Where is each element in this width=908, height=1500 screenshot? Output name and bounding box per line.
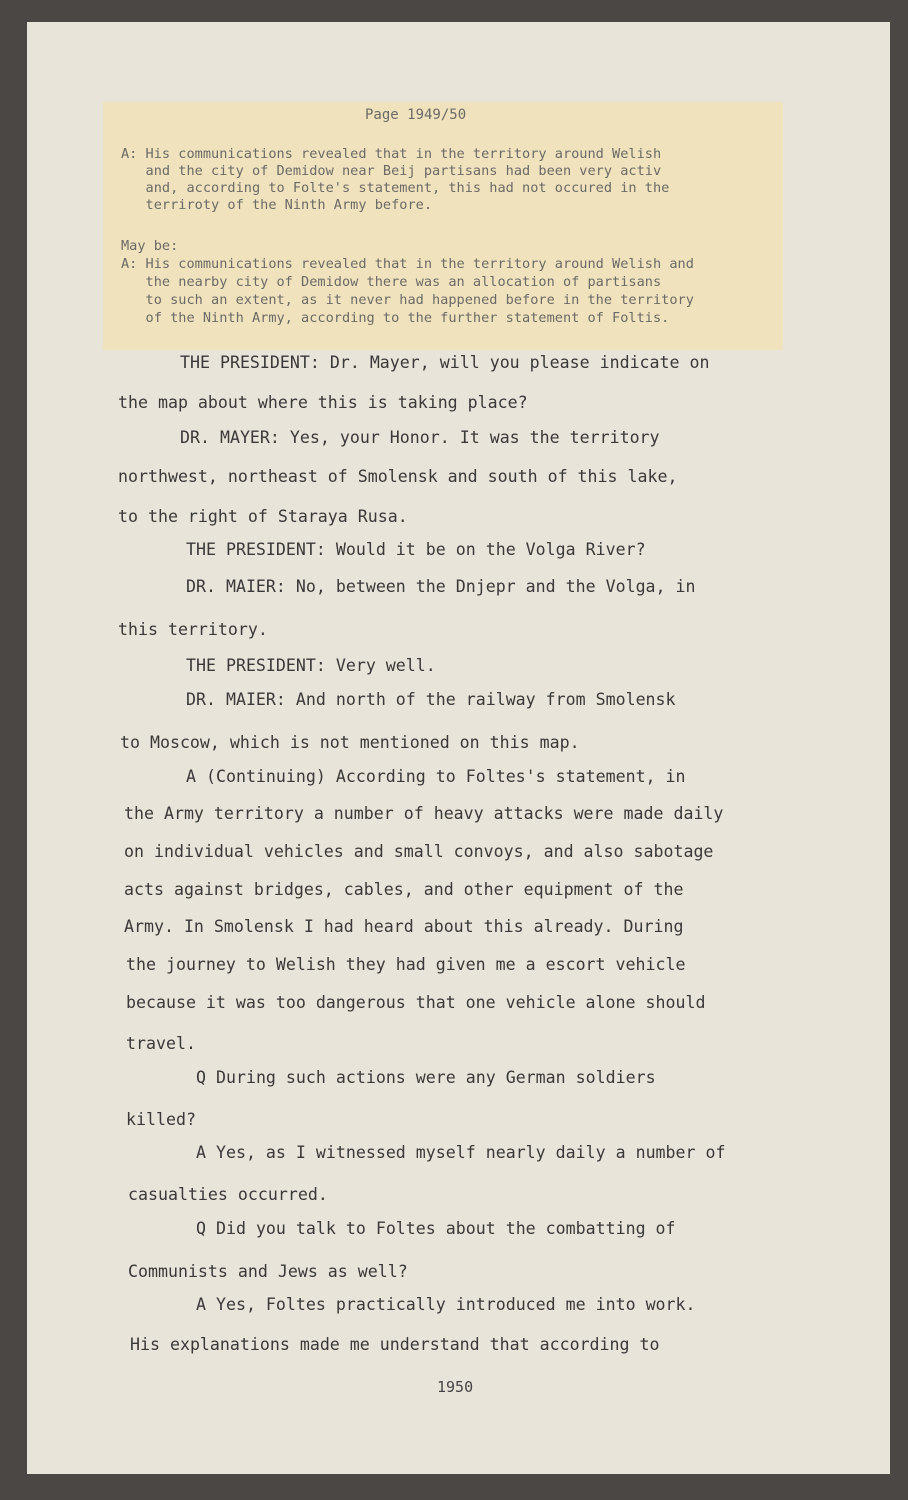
note-line: terriroty of the Ninth Army before.	[121, 197, 432, 213]
transcript-line: to the right of Staraya Rusa.	[118, 507, 408, 526]
transcript-line: DR. MAYER: Yes, your Honor. It was the territory	[180, 428, 660, 447]
transcript-line: the Army territory a number of heavy attacks were made daily	[124, 804, 724, 823]
note-line: of the Ninth Army, according to the further statement of Foltis.	[121, 310, 670, 326]
note-line: the nearby city of Demidow there was an allocation of partisans	[121, 274, 662, 290]
transcript-line: northwest, northeast of Smolensk and south of this lake,	[118, 467, 678, 486]
transcript-line: DR. MAIER: No, between the Dnjepr and the Volga, in	[186, 577, 696, 596]
transcript-line: the map about where this is taking place?	[118, 393, 528, 412]
transcript-line: Communists and Jews as well?	[128, 1262, 408, 1281]
transcript-line: to Moscow, which is not mentioned on this map.	[120, 733, 580, 752]
transcript-line: DR. MAIER: And north of the railway from Smolensk	[186, 690, 676, 709]
transcript-line: THE PRESIDENT: Very well.	[186, 656, 436, 675]
transcript-line: THE PRESIDENT: Would it be on the Volga River?	[186, 540, 646, 559]
note-line: and the city of Demidow near Beij partisans had been very activ	[121, 163, 662, 179]
transcript-line: Q During such actions were any German soldiers	[196, 1068, 656, 1087]
transcript-line: His explanations made me understand that according to	[130, 1335, 660, 1354]
transcript-line: acts against bridges, cables, and other equipment of the	[124, 880, 684, 899]
note-line: and, according to Folte's statement, this had not occured in the	[121, 180, 670, 196]
transcript-line: casualties occurred.	[128, 1185, 328, 1204]
note-line: A: His communications revealed that in the territory around Welish and	[121, 256, 694, 272]
transcript-line: the journey to Welish they had given me a escort vehicle	[126, 955, 686, 974]
transcript-line: this territory.	[118, 620, 268, 639]
transcript-line: because it was too dangerous that one vehicle alone should	[126, 993, 706, 1012]
note-line: A: His communications revealed that in the territory around Welish	[121, 146, 662, 162]
transcript-line: A (Continuing) According to Foltes's statement, in	[186, 767, 686, 786]
transcript-line: A Yes, Foltes practically introduced me into work.	[196, 1295, 696, 1314]
transcript-line: Q Did you talk to Foltes about the combatting of	[196, 1219, 676, 1238]
transcript-line: travel.	[126, 1034, 196, 1053]
page-number: 1950	[437, 1378, 474, 1396]
transcript-line: A Yes, as I witnessed myself nearly daily a number of	[196, 1143, 726, 1162]
note-line: to such an extent, as it never had happened before in the territory	[121, 292, 694, 308]
pasted-correction-note	[103, 102, 783, 350]
page-reference: Page 1949/50	[365, 107, 467, 123]
transcript-line: killed?	[126, 1110, 196, 1129]
transcript-line: THE PRESIDENT: Dr. Mayer, will you please indicate on	[180, 353, 710, 372]
transcript-line: Army. In Smolensk I had heard about this already. During	[124, 917, 684, 936]
may-be-label: May be:	[121, 238, 179, 254]
transcript-line: on individual vehicles and small convoys, and also sabotage	[124, 842, 714, 861]
